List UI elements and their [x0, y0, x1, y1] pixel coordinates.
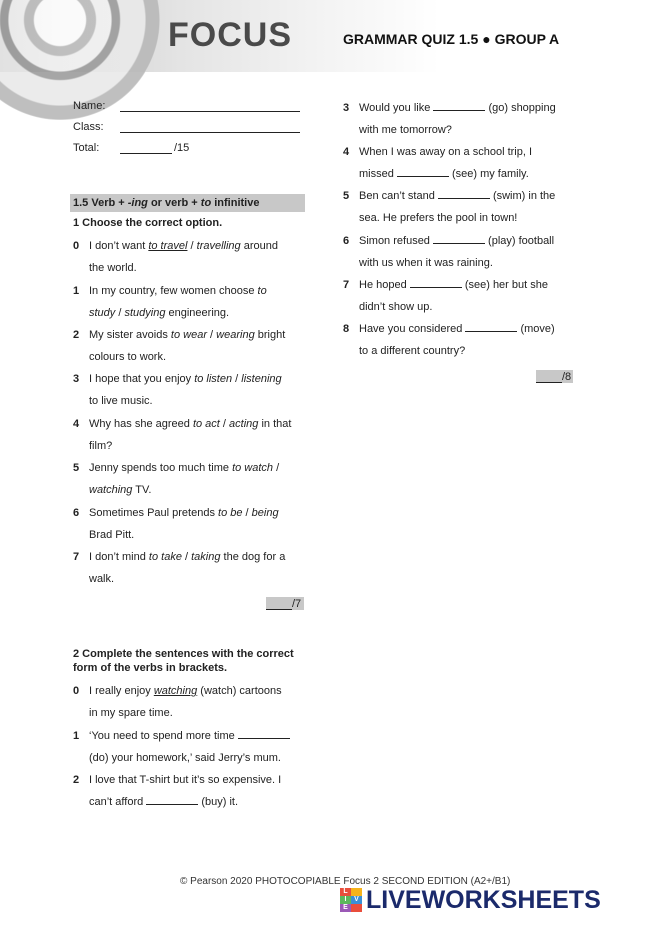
option-to-act[interactable]: to act	[192, 418, 220, 430]
ex1-item-4: Why has she agreed to act / acting in that film?	[89, 418, 292, 452]
ex2-item-3: Would you like (go) shopping with me tomorrow?	[359, 102, 556, 136]
answer-blank[interactable]	[410, 277, 462, 288]
ex2-item-8: Have you considered (move) to a different country?	[359, 323, 555, 357]
item-number: 8	[343, 323, 350, 335]
focus-logo: FOCUS	[168, 16, 292, 54]
answer-blank[interactable]	[465, 321, 517, 332]
item-number: 1	[73, 285, 80, 297]
item-number: 6	[73, 507, 80, 519]
option-to-study-part2[interactable]: study	[89, 307, 116, 319]
ex2-item-6: Simon refused (play) football with us when it was raining.	[359, 235, 555, 269]
item-number: 3	[73, 373, 80, 385]
option-being[interactable]: being	[251, 507, 279, 519]
option-wearing[interactable]: wearing	[216, 329, 255, 341]
score2-blank[interactable]	[536, 371, 562, 383]
ex1-item-7: I don’t mind to take / taking the dog for a walk.	[89, 551, 286, 585]
answer-blank[interactable]	[433, 100, 485, 111]
total-label: Total:	[73, 142, 100, 154]
option-to-wear[interactable]: to wear	[170, 329, 207, 341]
name-input-line[interactable]	[120, 99, 300, 112]
item-number: 7	[343, 279, 350, 291]
option-watching[interactable]: watching	[89, 484, 133, 496]
example-answer: watching	[153, 685, 198, 697]
answer-blank[interactable]	[397, 166, 449, 177]
header-banner	[0, 0, 647, 72]
option-to-listen[interactable]: to listen	[194, 373, 233, 385]
item-number: 1	[73, 730, 80, 742]
class-input-line[interactable]	[120, 120, 300, 133]
ex1-item-5: Jenny spends too much time to watch / watching TV.	[89, 462, 280, 496]
ex1-item-6: Sometimes Paul pretends to be / being Brad Pitt.	[89, 507, 279, 541]
score2-value: /8	[562, 371, 572, 383]
item-number: 5	[343, 190, 350, 202]
ex1-item-3: I hope that you enjoy to listen / listening to live music.	[89, 373, 282, 407]
exercise2-heading: 2 Complete the sentences with the correct form of the verbs in brackets.	[73, 648, 294, 674]
ex2-item-7: He hoped (see) her but she didn’t show up.	[359, 279, 548, 313]
exercise1-heading: 1 Choose the correct option.	[73, 217, 223, 229]
answer-blank[interactable]	[238, 728, 290, 739]
option-taking[interactable]: taking	[191, 551, 221, 563]
answer-blank[interactable]	[146, 794, 198, 805]
option-travelling[interactable]: travelling	[196, 240, 241, 252]
total-value: /15	[174, 142, 190, 154]
ex2-item-1: ‘You need to spend more time (do) your homework,’ said Jerry’s mum.	[89, 725, 290, 769]
total-input-line[interactable]	[120, 141, 172, 154]
quiz-title: GRAMMAR QUIZ 1.5 ● GROUP A	[343, 31, 560, 47]
ex1-item-1: In my country, few women choose to study / studying engineering.	[89, 285, 267, 319]
option-to-watch[interactable]: to watch	[232, 462, 274, 474]
item-number: 7	[73, 551, 80, 563]
liveworksheets-logo-icon: L I V E	[340, 888, 362, 912]
item-number: 5	[73, 462, 80, 474]
ex1-item-0: I don’t want to travel / travelling around the world.	[89, 240, 278, 274]
option-to-take[interactable]: to take	[148, 551, 182, 563]
option-studying[interactable]: studying	[124, 307, 166, 319]
section-title: 1.5 Verb + -ing or verb + to infinitive	[73, 197, 260, 209]
score1-blank[interactable]	[266, 598, 292, 610]
ex2-item-2: I love that T-shirt but it’s so expensive. I can’t afford (buy) it.	[89, 774, 282, 808]
item-number: 0	[73, 240, 80, 252]
class-label: Class:	[73, 121, 104, 133]
item-number: 0	[73, 685, 80, 697]
item-number: 2	[73, 774, 80, 786]
answer-blank[interactable]	[433, 233, 485, 244]
score1-value: /7	[292, 598, 302, 610]
name-label: Name:	[73, 100, 106, 112]
item-number: 6	[343, 235, 350, 247]
ex2-item-4: When I was away on a school trip, I missed (see) my family.	[359, 146, 533, 180]
footer-copyright: © Pearson 2020 PHOTOCOPIABLE Focus 2 SECOND EDITION (A2+/B1)	[180, 876, 511, 887]
item-number: 4	[73, 418, 80, 430]
option-acting[interactable]: acting	[229, 418, 259, 430]
item-number: 3	[343, 102, 350, 114]
item-number: 2	[73, 329, 80, 341]
item-number: 4	[343, 146, 350, 158]
ex2-item-5: Ben can’t stand (swim) in the sea. He prefers the pool in town!	[359, 190, 556, 224]
answer-blank[interactable]	[438, 188, 490, 199]
option-to-be[interactable]: to be	[218, 507, 243, 519]
option-listening[interactable]: listening	[241, 373, 282, 385]
ex2-item-0: I really enjoy watching (watch) cartoons in my spare time.	[89, 685, 282, 719]
liveworksheets-text: LIVEWORKSHEETS	[366, 886, 601, 914]
option-to-study-part1[interactable]: to	[257, 285, 267, 297]
option-to-travel[interactable]: to travel	[148, 240, 188, 252]
ex1-item-2: My sister avoids to wear / wearing bright colours to work.	[89, 329, 286, 363]
